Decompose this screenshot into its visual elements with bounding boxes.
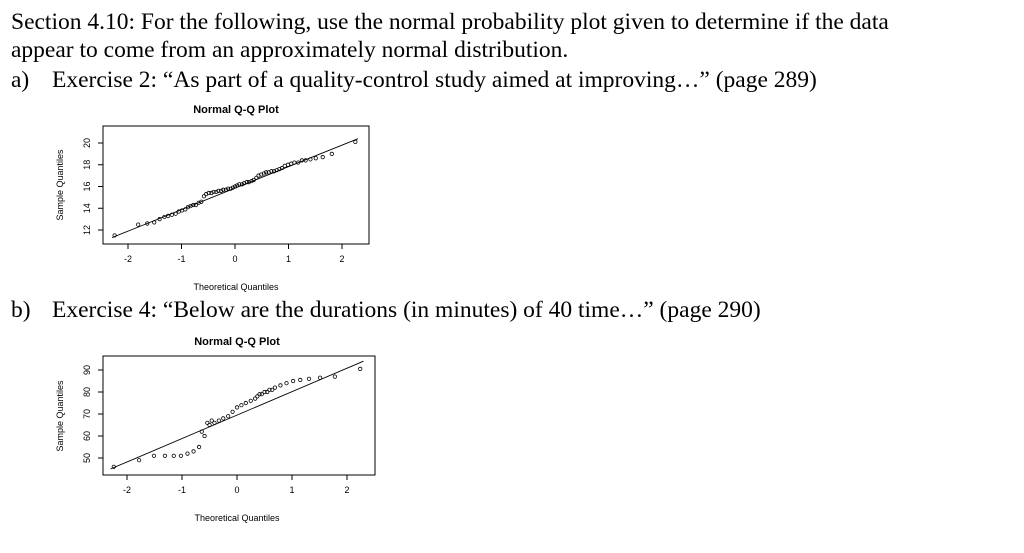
plot-b-xtick-label: 0 [234,485,240,495]
plot-b-point [231,410,234,413]
plot-a-point [136,223,139,226]
plot-b-point [359,367,362,370]
plot-b-point [137,459,140,462]
plot-b-point [333,375,336,378]
plot-b-point [235,406,238,409]
plot-b-ytick-label: 70 [82,408,92,420]
plot-a-point [174,212,177,215]
plot-a-point [153,221,156,224]
plot-b-point [299,378,302,381]
plot-b-point [192,450,195,453]
plot-b-point [210,419,213,422]
plot-a-xlabel: Theoretical Quantiles [193,282,279,292]
plot-b-point [186,452,189,455]
plot-b-point [256,395,259,398]
plot-a-ylabel: Sample Quantiles [55,149,65,221]
plot-b-point [240,404,243,407]
plot-a-xtick-label: 2 [339,254,345,264]
plot-a-ytick-label: 12 [82,224,92,236]
plot-b-point [285,382,288,385]
exercise-a [11,67,817,94]
plot-b-xtick-label: -1 [177,485,187,495]
plot-b-xtick-label: -2 [122,485,132,495]
plot-b-point [217,419,220,422]
qq-plot-b [0,329,380,524]
exercise-b [11,297,761,324]
plot-b-xtick-label: 1 [289,485,295,495]
plot-a-ytick-label: 18 [82,159,92,170]
plot-b-point [206,421,209,424]
exercise-b-text: Exercise 4: “Below are the durations (in minutes) of 40 time…” (page 290) [52,297,761,323]
plot-a-xtick-label: -1 [177,254,186,264]
plot-a-point [330,152,333,155]
plot-b-xlabel: Theoretical Quantiles [194,513,280,523]
plot-b-ytick-label: 90 [82,364,92,376]
plot-a-ytick-label: 16 [82,181,92,192]
plot-a-ytick-label: 14 [82,203,92,214]
plot-b-point [152,454,155,457]
section-heading-line-2: appear to come from an approximately normal distribution. [11,37,569,63]
plot-b-point [260,393,263,396]
plot-a-ytick-label: 20 [82,137,92,149]
plot-b-point [291,379,294,382]
plot-b-point [307,377,310,380]
plot-b-point [244,401,247,404]
plot-b-point [227,415,230,418]
plot-a-title: Normal Q-Q Plot [193,104,279,116]
exercise-a-text: Exercise 2: “As part of a quality-control study aimed at improving…” (page 289) [52,67,817,93]
plot-b-ytick-label: 60 [82,430,92,442]
plot-b-ytick-label: 80 [82,386,92,398]
plot-a-point [354,140,357,143]
plot-b-point [318,376,321,379]
plot-a-xtick-label: -2 [123,254,133,264]
plot-b-point [172,454,175,457]
plot-a-xtick-label: 0 [232,254,238,264]
plot-b-ytick-label: 50 [82,452,92,464]
plot-b-point [222,417,225,420]
plot-a-point [314,157,317,160]
plot-b-title: Normal Q-Q Plot [194,336,280,348]
plot-b-point [249,399,252,402]
plot-b-xtick-label: 2 [344,485,350,495]
plot-b-point [163,454,166,457]
plot-b-point [279,384,282,387]
plot-b-point [179,454,182,457]
section-heading-line-1: Section 4.10: For the following, use the normal probability plot given to determine if the data [11,9,889,35]
qq-plot-a [0,98,380,293]
plot-b-point [197,445,200,448]
plot-a-xtick-label: 1 [285,254,292,264]
plot-a-point [321,155,324,158]
plot-b-ylabel: Sample Quantiles [55,380,65,452]
exercise-b-label: b) [11,297,31,323]
exercise-a-label: a) [11,67,30,93]
plot-b-point [203,434,206,437]
plot-b-reference-line [111,361,364,469]
plot-a-point [293,161,296,164]
